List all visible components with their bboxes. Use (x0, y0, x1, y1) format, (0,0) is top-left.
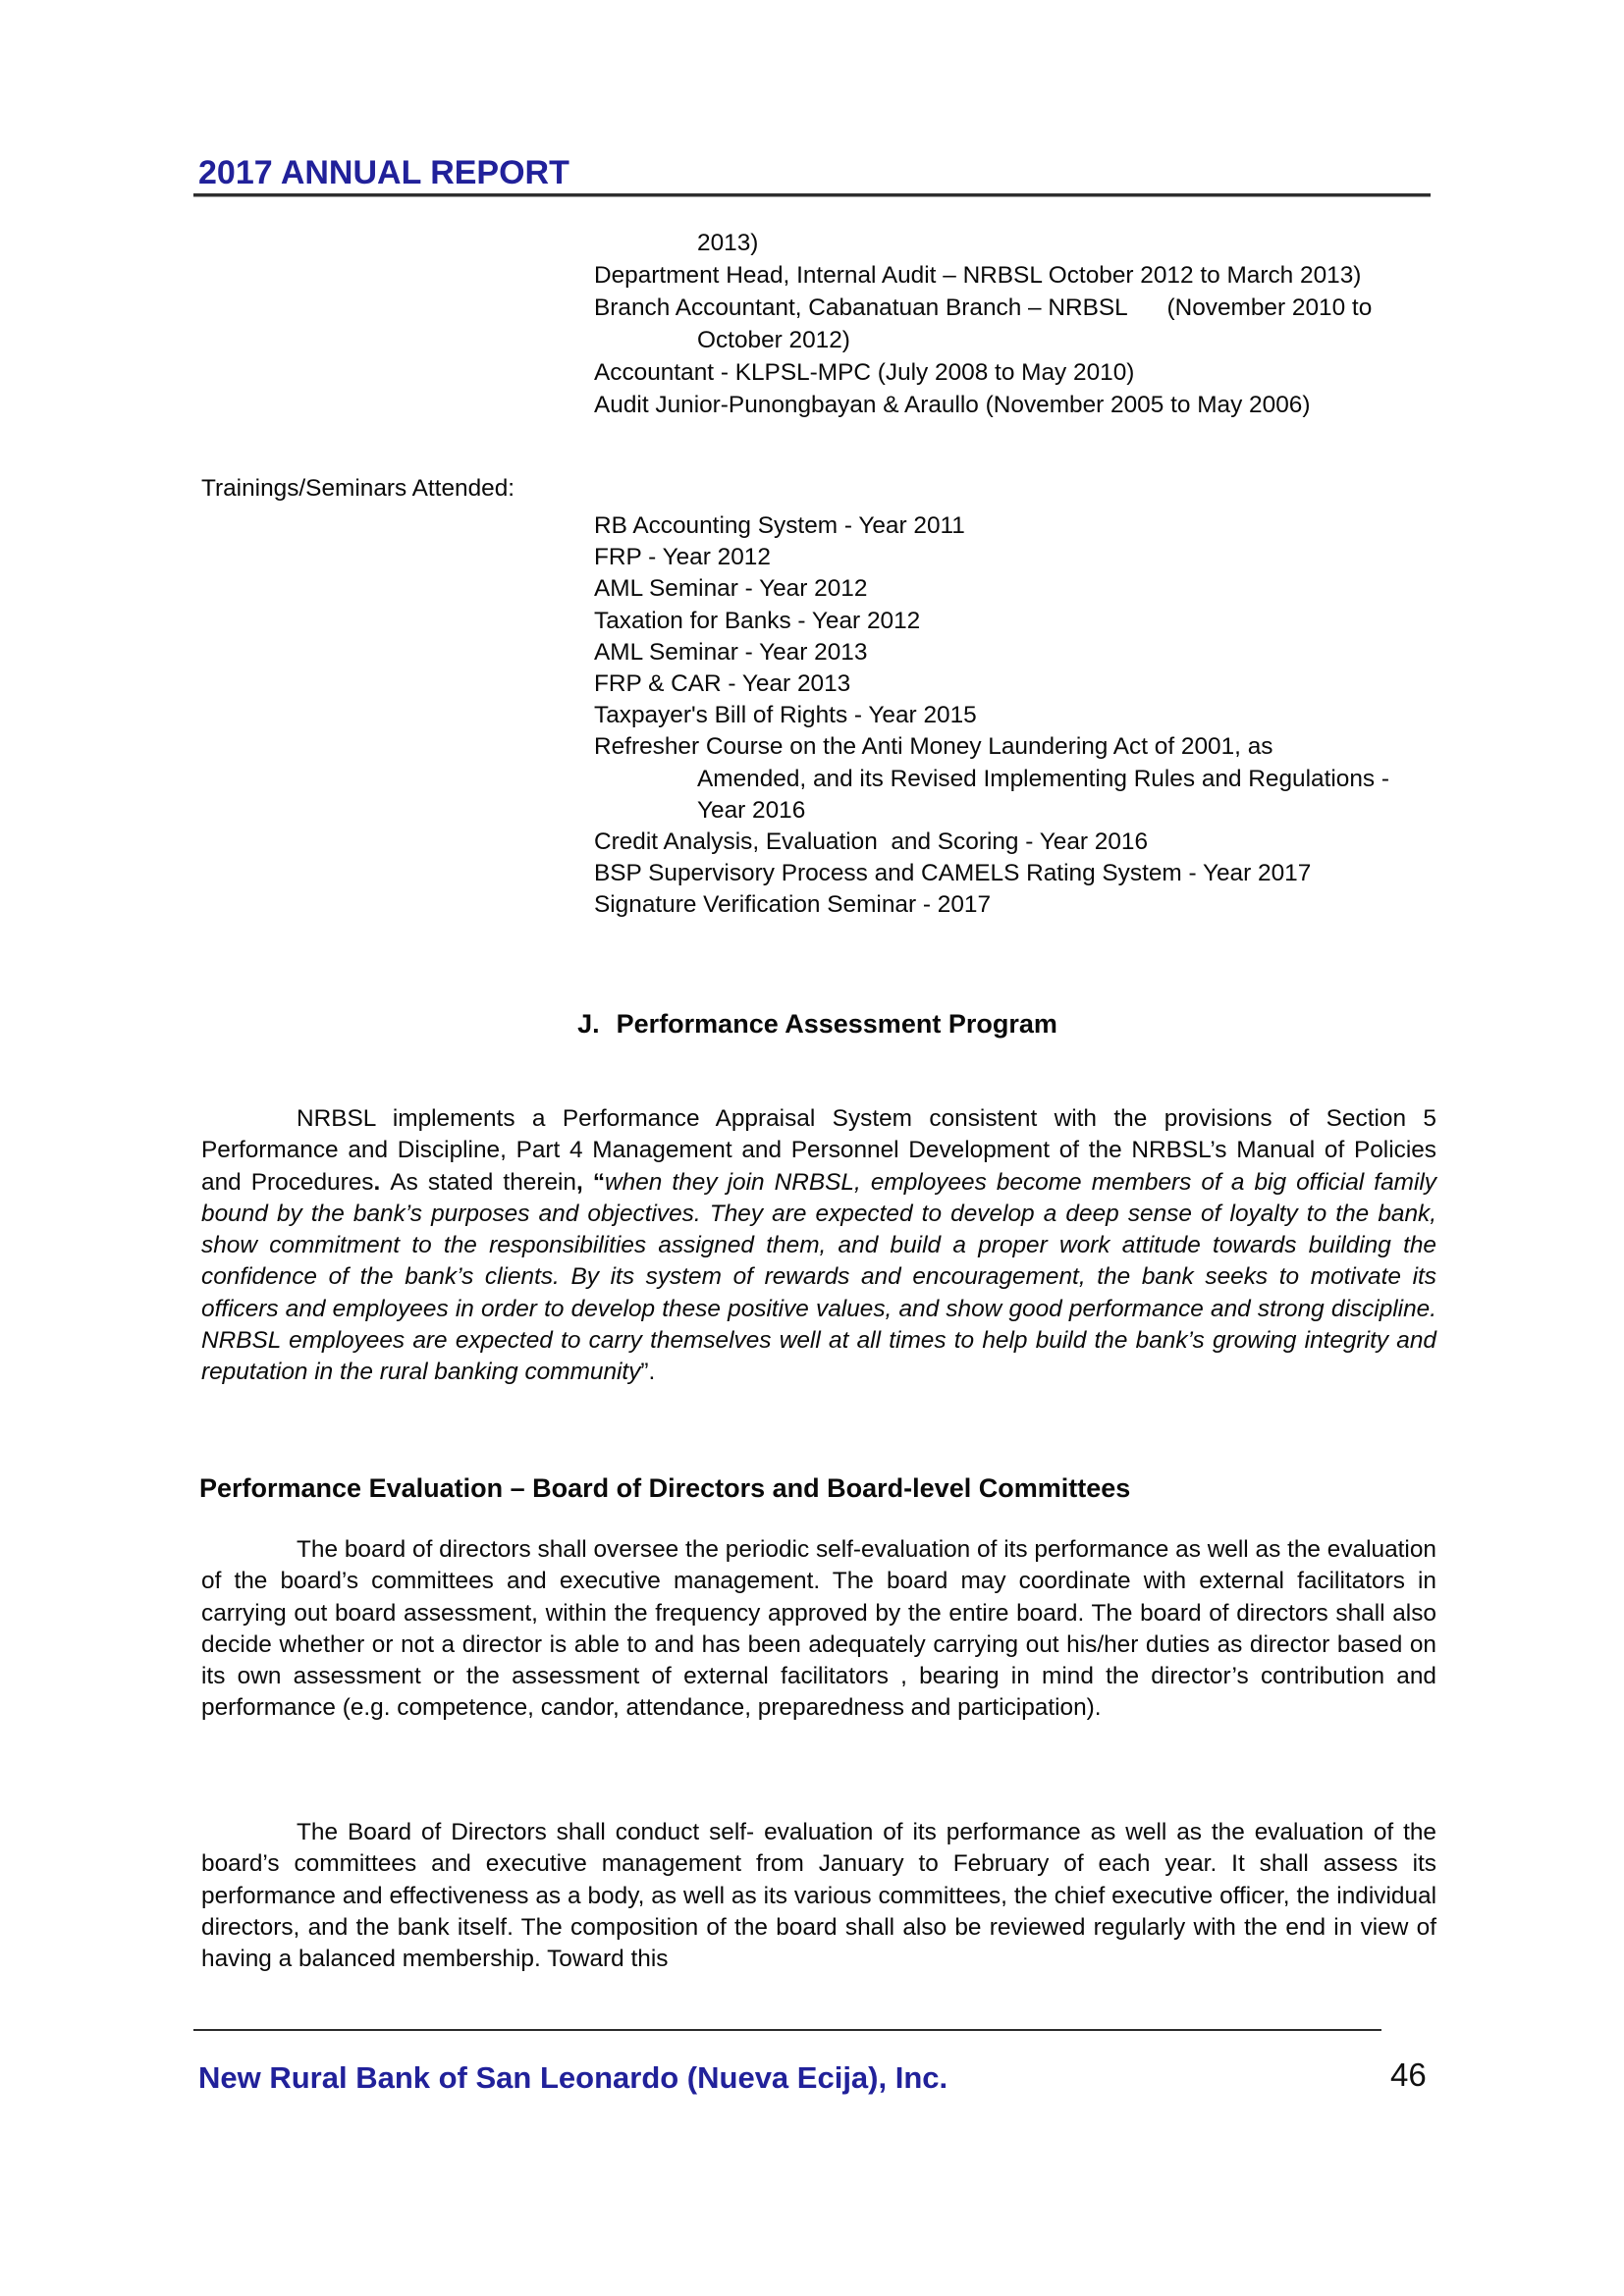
paragraph-performance-assessment (201, 1103, 1436, 1389)
header-rule (193, 193, 1431, 197)
text-segment-normal: As stated therein (390, 1168, 576, 1196)
training-item: Year 2016 (697, 796, 806, 824)
training-item: RB Accounting System - Year 2011 (594, 512, 965, 539)
training-item: Refresher Course on the Anti Money Laundering Act of 2001, as (594, 733, 1273, 761)
career-history-line: Department Head, Internal Audit – NRBSL October 2012 to March 2013) (594, 262, 1362, 289)
career-history-list (201, 227, 1372, 421)
career-history-line: Accountant - KLPSL-MPC (July 2008 to May 2010) (594, 359, 1135, 386)
training-item: Taxation for Banks - Year 2012 (594, 607, 921, 634)
training-item: FRP & CAR - Year 2013 (594, 670, 851, 698)
page-header-title: 2017 ANNUAL REPORT (198, 154, 569, 191)
trainings-seminars-label: Trainings/Seminars Attended: (201, 475, 515, 502)
section-letter: J. (577, 1009, 600, 1039)
page-number: 46 (1390, 2056, 1427, 2093)
section-heading-performance-evaluation: Performance Evaluation – Board of Directors and Board-level Committees (199, 1473, 1131, 1503)
text-segment-bold: . (373, 1168, 391, 1196)
paragraph-board-evaluation-2: The Board of Directors shall conduct self- evaluation of its performance as well as the evaluation of the board’s committees and executive management from January to February of each year. It shall assess its performance and effectiveness as a body, as well as its various committees, the chief executive officer, the individual directors, and the bank itself. The composition of the board shall also be reviewed regularly with the end in view of having a balanced membership. Toward this (201, 1819, 1436, 1973)
text-segment-normal: NRBSL implements a Performance Appraisal System consistent with the provisions of Section 5 Performance and Discipline, Part 4 Management and Personnel Development of the NRBSL’s Manual of Policies and Procedures (201, 1105, 1436, 1196)
training-item: BSP Supervisory Process and CAMELS Rating System - Year 2017 (594, 860, 1312, 887)
training-item: AML Seminar - Year 2012 (594, 575, 868, 603)
training-item: Amended, and its Revised Implementing Rules and Regulations - (697, 765, 1390, 792)
training-item: Signature Verification Seminar - 2017 (594, 891, 992, 919)
career-history-line: 2013) (697, 230, 759, 256)
paragraph-board-evaluation-1: The board of directors shall oversee the periodic self-evaluation of its performance as well as the evaluation of the board’s committees and executive management. The board may coordinate with external facilitators in carrying out board assessment, within the frequency approved by the entire board. The board of directors shall also decide whether or not a director is able to and has been adequately carrying out his/her duties as director based on its own assessment or the assessment of external facilitators , bearing in mind the director’s contribution and performance (e.g. competence, candor, attendance, preparedness and participation). (201, 1536, 1436, 1722)
training-item: Taxpayer's Bill of Rights - Year 2015 (594, 702, 977, 729)
training-item: FRP - Year 2012 (594, 544, 771, 571)
section-title: Performance Assessment Program (616, 1009, 1057, 1039)
section-heading-performance-assessment-program (201, 1007, 1434, 1041)
footer-rule (193, 2029, 1381, 2031)
text-segment-bold: , “ (576, 1168, 606, 1196)
career-history-line: October 2012) (697, 327, 850, 353)
text-segment-normal: ”. (640, 1359, 656, 1386)
trainings-seminars-list (201, 510, 1389, 922)
career-history-line: Audit Junior-Punongbayan & Araullo (November 2005 to May 2006) (594, 392, 1311, 418)
career-history-line: Branch Accountant, Cabanatuan Branch – NRBSL (November 2010 to (594, 294, 1373, 321)
training-item: Credit Analysis, Evaluation and Scoring - Year 2016 (594, 828, 1149, 856)
footer-bank-name: New Rural Bank of San Leonardo (Nueva Ecija), Inc. (198, 2060, 948, 2095)
text-segment-italic: when they join NRBSL, employees become members of a big official family bound by the bank’s purposes and objectives. They are expected to develop a deep sense of loyalty to the bank, show commitment to the responsibilities assigned them, and build a proper work attitude towards building the confidence of the bank’s clients. By its system of rewards and encouragement, the bank seeks to motivate its officers and employees in order to develop these positive values, and show good performance and strong discipline. NRBSL employees are expected to carry themselves well at all times to help build the bank’s growing integrity and reputation in the rural banking community (201, 1168, 1436, 1386)
training-item: AML Seminar - Year 2013 (594, 638, 868, 666)
